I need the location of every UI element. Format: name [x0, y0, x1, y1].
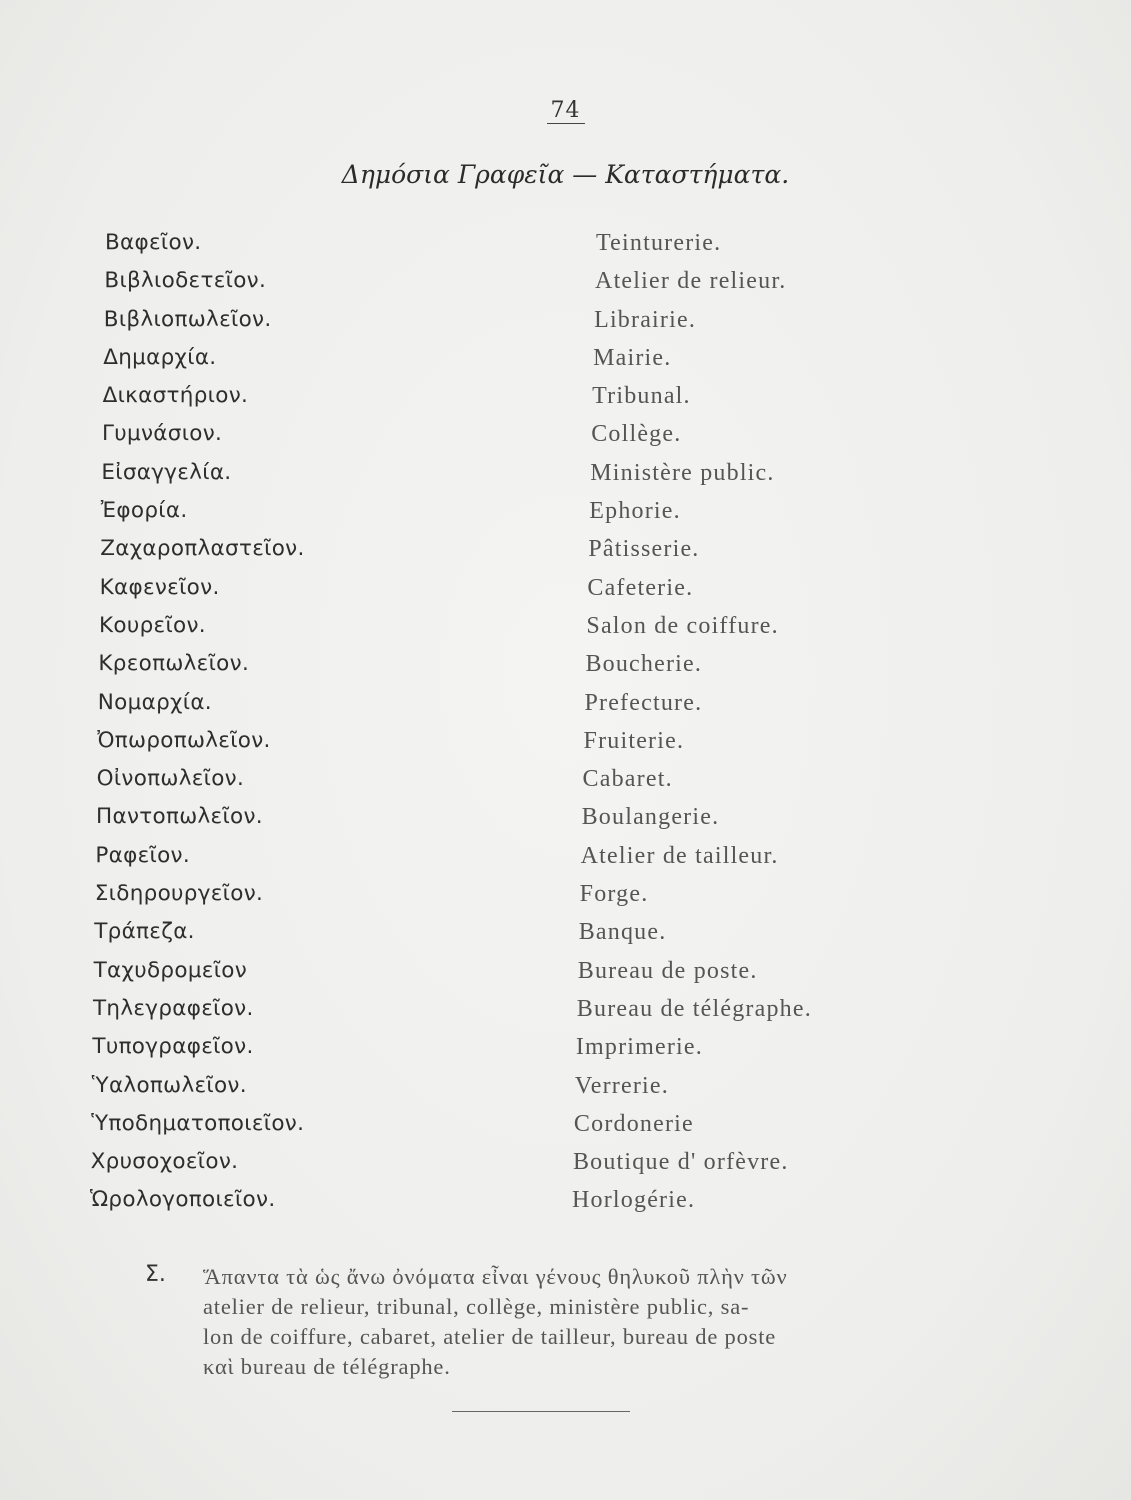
french-term: Verrerie. — [574, 1072, 669, 1099]
list-item — [0, 607, 1131, 645]
list-item — [0, 684, 1131, 722]
footnote-line: atelier de relieur, tribunal, collège, ministère public, sa- — [203, 1294, 750, 1319]
list-item — [0, 722, 1131, 760]
greek-term: Δημαρχία. — [103, 344, 217, 370]
list-item — [0, 1143, 1131, 1181]
greek-term: Τυπογραφεῖον. — [92, 1034, 254, 1060]
list-item — [0, 1067, 1131, 1105]
list-item — [0, 837, 1131, 875]
list-item — [0, 569, 1131, 607]
list-item — [0, 645, 1131, 683]
greek-term: Καφενεῖον. — [99, 574, 220, 600]
list-item — [0, 1028, 1131, 1066]
greek-term: Ἐφορία. — [100, 498, 188, 524]
french-term: Banque. — [578, 919, 667, 946]
list-item — [0, 339, 1131, 377]
greek-term: Βιβλιοδετεῖον. — [104, 268, 267, 294]
list-item — [0, 262, 1131, 300]
list-item — [0, 224, 1131, 262]
french-term: Forge. — [579, 881, 649, 908]
french-term: Cordonerie — [573, 1110, 694, 1137]
french-term: Teinturerie. — [596, 230, 722, 256]
greek-term: Κουρεῖον. — [99, 612, 206, 638]
french-term: Atelier de relieur. — [595, 268, 787, 295]
greek-term: Εἰσαγγελία. — [101, 459, 232, 485]
greek-term: Νομαρχία. — [97, 689, 212, 715]
page-number-text: 74 — [547, 98, 585, 124]
greek-term: Βαφεῖον. — [105, 230, 202, 255]
list-item — [0, 454, 1131, 492]
french-term: Mairie. — [593, 344, 672, 371]
list-item — [0, 415, 1131, 453]
french-term: Librairie. — [594, 306, 697, 333]
greek-term: Ζαχαροπλαστεῖον. — [100, 536, 305, 562]
french-term: Pâtisserie. — [588, 536, 700, 563]
list-item — [0, 1181, 1131, 1219]
greek-term: Σιδηρουργεῖον. — [94, 881, 264, 907]
french-term: Bureau de télégraphe. — [576, 995, 812, 1022]
list-item — [0, 952, 1131, 990]
french-term: Boulangerie. — [581, 804, 720, 831]
footnote-line: καὶ bureau de télégraphe. — [203, 1354, 451, 1379]
list-item — [0, 913, 1131, 951]
greek-term: Τράπεζα. — [94, 919, 195, 945]
french-term: Horlogérie. — [572, 1187, 696, 1214]
list-item — [0, 1105, 1131, 1143]
list-item — [0, 492, 1131, 530]
footnote-marker: Σ. — [145, 1262, 166, 1287]
french-term: Atelier de tailleur. — [580, 842, 779, 869]
greek-term: Δικαστήριον. — [102, 383, 249, 409]
section-heading: Δημόσια Γραφεῖα — Καταστήματα. — [341, 160, 790, 189]
list-item — [0, 990, 1131, 1028]
list-item — [0, 760, 1131, 798]
french-term: Salon de coiffure. — [586, 612, 779, 639]
french-term: Boucherie. — [585, 651, 703, 678]
french-term: Ephorie. — [589, 498, 681, 525]
end-rule — [452, 1411, 630, 1412]
greek-term: Ὡρολογοποιεῖον. — [90, 1187, 276, 1213]
french-term: Imprimerie. — [575, 1034, 703, 1061]
footnote-line: lon de coiffure, cabaret, atelier de tailleur, bureau de poste — [203, 1324, 777, 1349]
list-item — [0, 798, 1131, 836]
french-term: Tribunal. — [592, 383, 691, 410]
vocabulary-list — [0, 224, 1131, 1220]
french-term: Fruiterie. — [583, 727, 685, 754]
footnote-text — [203, 1262, 1023, 1382]
greek-term: Βιβλιοπωλεῖον. — [103, 306, 272, 332]
greek-term: Χρυσοχοεῖον. — [90, 1149, 239, 1175]
list-item — [0, 377, 1131, 415]
greek-term: Ραφεῖον. — [95, 842, 191, 868]
footnote-line: Ἅπαντα τὰ ὡς ἄνω ὀνόματα εἶναι γένους θηλυκοῦ πλὴν τῶν — [203, 1264, 788, 1289]
greek-term: Ταχυδρομεῖον — [93, 957, 248, 983]
french-term: Boutique d' orfèvre. — [572, 1149, 789, 1176]
greek-term: Γυμνάσιον. — [102, 421, 223, 447]
french-term: Bureau de poste. — [577, 957, 758, 984]
greek-term: Κρεοπωλεῖον. — [98, 651, 250, 677]
greek-term: Ὀπωροπωλεῖον. — [97, 727, 271, 753]
greek-term: Τηλεγραφεῖον. — [93, 995, 254, 1021]
page-number — [0, 98, 1131, 123]
greek-term: Οἰνοπωλεῖον. — [96, 766, 245, 792]
list-item — [0, 530, 1131, 568]
greek-term: Ὑαλοπωλεῖον. — [91, 1072, 247, 1098]
french-term: Collège. — [591, 421, 682, 448]
list-item — [0, 875, 1131, 913]
french-term: Cabaret. — [582, 766, 673, 793]
french-term: Ministère public. — [590, 459, 775, 486]
list-item — [0, 301, 1131, 339]
greek-term: Παντοπωλεῖον. — [96, 804, 263, 830]
french-term: Cafeterie. — [587, 574, 694, 601]
greek-term: Ὑποδηματοποιεῖον. — [91, 1110, 305, 1136]
french-term: Prefecture. — [584, 689, 703, 716]
